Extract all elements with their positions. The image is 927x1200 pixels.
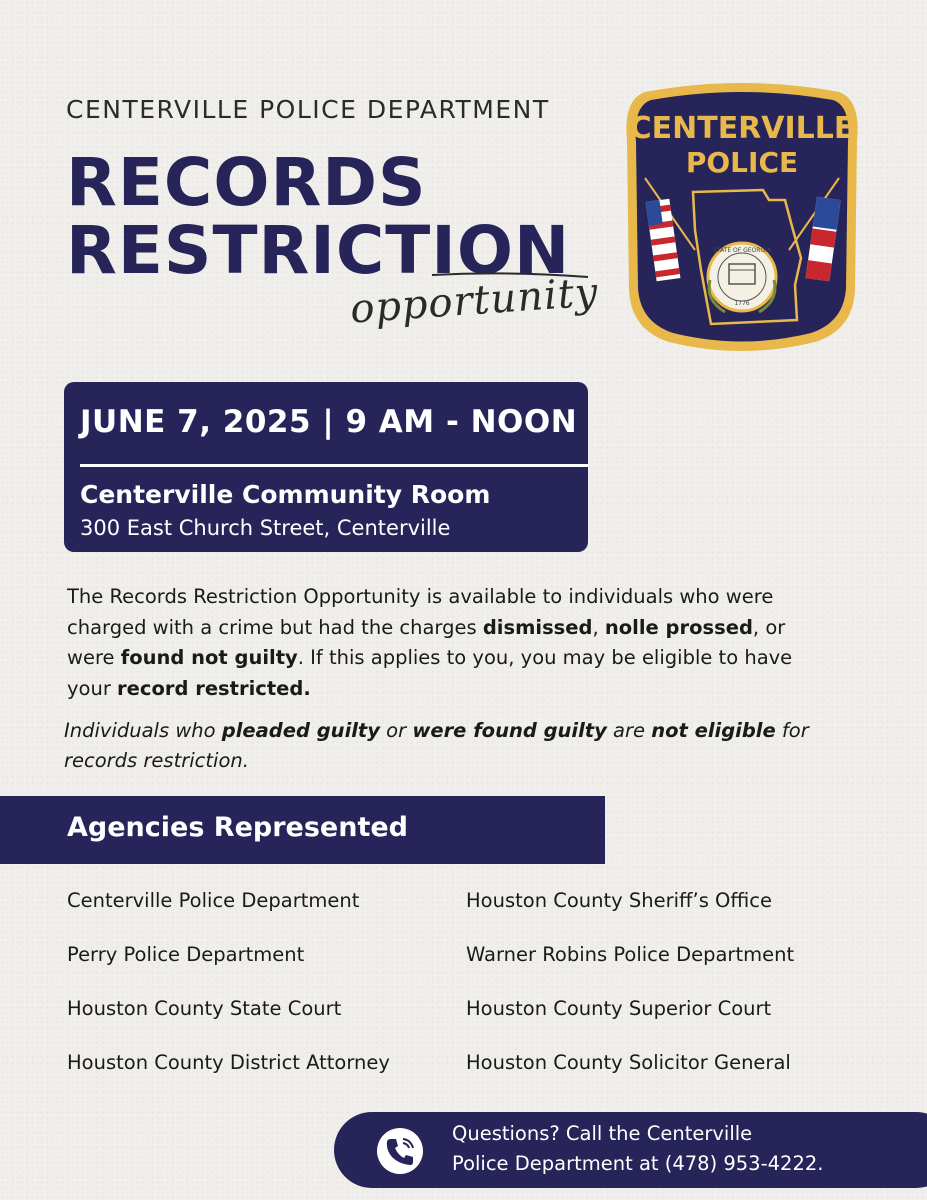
intro-bold-not-guilty: found not guilty xyxy=(120,646,298,669)
eligibility-paragraph xyxy=(64,716,864,776)
badge-line2: POLICE xyxy=(685,146,799,179)
event-date-time: JUNE 7, 2025 | 9 AM - NOON xyxy=(80,404,578,440)
elig-text-1: Individuals who xyxy=(64,719,222,742)
department-name: CENTERVILLE POLICE DEPARTMENT xyxy=(66,95,550,124)
elig-bold-found-guilty: were found guilty xyxy=(412,719,607,742)
intro-bold-dismissed: dismissed xyxy=(482,615,593,639)
contact-bar xyxy=(334,1112,927,1188)
phone-icon xyxy=(377,1128,423,1174)
badge-line1: CENTERVILLE xyxy=(629,111,855,146)
event-divider xyxy=(80,464,588,467)
script-opportunity: opportunity xyxy=(348,269,600,333)
seal-year: 1776 xyxy=(734,300,750,307)
intro-text-2: , xyxy=(592,615,605,639)
intro-text-3: , or were xyxy=(67,615,786,669)
police-badge-logo xyxy=(625,80,859,352)
intro-text-4: . If this applies to you, you may be eligible to have your xyxy=(67,646,793,700)
elig-text-4: for records restriction. xyxy=(64,719,809,772)
agency-item: Houston County Solicitor General xyxy=(466,1051,791,1074)
agency-item: Perry Police Department xyxy=(67,943,305,966)
contact-line-1: Questions? Call the Centerville xyxy=(452,1122,753,1145)
intro-bold-restricted: record restricted. xyxy=(117,676,311,700)
event-venue: Centerville Community Room xyxy=(80,480,491,509)
agency-item: Warner Robins Police Department xyxy=(466,943,795,966)
contact-line-2: Police Department at (478) 953-4222. xyxy=(452,1152,824,1175)
agency-item: Centerville Police Department xyxy=(67,889,360,912)
elig-text-3: are xyxy=(606,719,652,742)
intro-bold-nolle: nolle prossed xyxy=(604,615,753,639)
title-records: RECORDS xyxy=(66,144,427,221)
agency-item: Houston County Superior Court xyxy=(466,997,772,1020)
agencies-heading: Agencies Represented xyxy=(67,812,409,843)
title-restriction: RESTRICTION xyxy=(66,212,571,289)
agency-item: Houston County Sheriff’s Office xyxy=(466,889,772,912)
event-address: 300 East Church Street, Centerville xyxy=(80,516,451,540)
elig-bold-pleaded: pleaded guilty xyxy=(221,719,380,742)
event-info-box xyxy=(64,382,588,552)
agencies-banner xyxy=(0,796,605,864)
elig-text-2: or xyxy=(379,719,413,742)
elig-bold-not-eligible: not eligible xyxy=(651,719,776,742)
intro-paragraph xyxy=(67,582,827,704)
state-seal-icon xyxy=(708,243,776,312)
intro-text-1: The Records Restriction Opportunity is available to individuals who were charged with a crime but had the charges xyxy=(67,585,774,639)
agency-item: Houston County District Attorney xyxy=(67,1051,390,1074)
seal-text: STATE OF GEORGIA xyxy=(713,247,771,254)
agency-item: Houston County State Court xyxy=(67,997,342,1020)
